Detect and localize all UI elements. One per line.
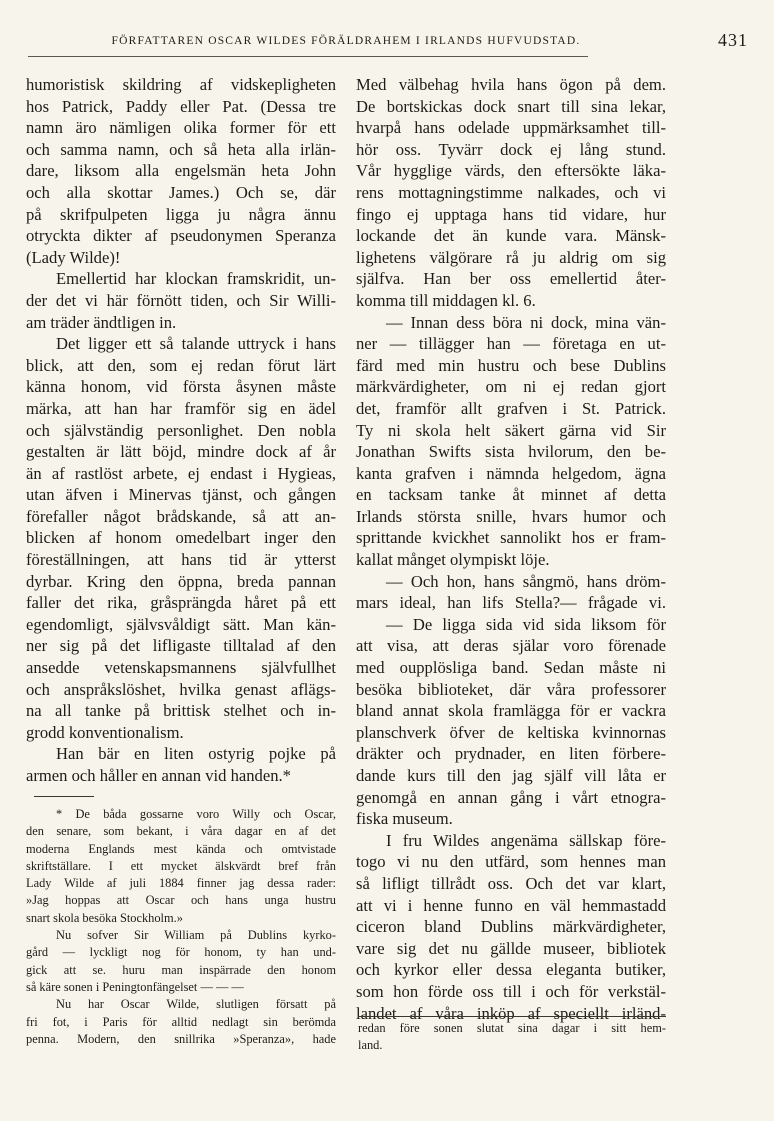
text-line: landet af våra inköp af speciellt irländ- [356,1003,666,1023]
text-line: och kyrkor eller dessa eleganta butiker, [356,960,666,980]
footnote-left [26,806,336,1048]
footnote-line: * De båda gossarne voro Willy och Oscar, [56,807,336,821]
text-line: — De ligga sida vid sida liksom för [386,614,666,634]
text-line: och självständig personlighet. Den nobla [26,420,336,440]
text-line: otryckta dikter af pseudonymen Speranza [26,226,336,246]
footnote-line: Nu sofver Sir William på Dublins kyrko- [56,928,336,943]
text-line: och anspråkslöshet, hvilka genast aflägs- [26,679,336,699]
footnote-rule-right [358,1016,666,1017]
footnote-line: redan före sonen slutat sina dagar i sitt hem- [358,1021,666,1035]
text-line: sprittande kvickhet sannolikt hos er fram- [356,528,666,548]
text-line: blicken af honom omedelbart inger den [26,528,336,548]
text-line: fiska museum. [356,809,453,829]
text-line: själfva. Han ber oss emellertid åter- [356,269,666,289]
footnote-right [358,1020,666,1055]
text-line: färd med min hustru och bese Dublins [356,355,666,375]
left-column [26,74,336,787]
footnote-line: penna. Modern, den snillrika »Speranza», hade [26,1031,336,1046]
text-line: det, framför allt grafven i St. Patrick. [356,398,666,418]
text-line: ciceron bland Dublins märkvärdigheter, [356,917,666,937]
text-line: en tacksam tanke åt minnet af detta [356,485,666,505]
text-line: blick, att den, som ej redan förut lärt [26,355,336,375]
footnote-line: gick att se. huru man inspärrade den honom [26,962,336,977]
text-line: besöka biblioteket, där våra professorer [356,679,666,699]
text-line: I fru Wildes angenäma sällskap före- [386,830,666,850]
running-head [26,30,748,52]
text-line: att vi i henne funno en väl hemmastadd [356,895,666,915]
text-line: kanta grafven i nämnda helgedom, ägna [356,463,666,483]
text-line: — Innan dess böra ni dock, mina vän- [386,312,666,332]
text-line: dräkter och prydnader, en liten förbere- [356,744,666,764]
text-line: ansedde vetenskapsmannens självfullhet [26,658,336,678]
text-line: genomgå en annan gång i vårt etnogra- [356,787,666,807]
text-line: Ty ni skola helt säkert gärna vid Sir [356,420,666,440]
text-line: bland annat skola framlägga för er vackra [356,701,666,721]
text-line: dyrbar. Kring den öppna, breda pannan [26,571,336,591]
text-line: med oupplösliga band. Sedan måste ni [356,658,666,678]
text-line: känna honom, vid första åsynen måste [26,377,336,397]
footnote-line: »Jag hoppas att Oscar och hans unga hustru [26,893,336,908]
text-line: armen och håller en annan vid handen.* [26,766,291,785]
page-number: 431 [718,30,748,50]
text-line: vare sig det nu gällde museer, bibliotek [356,938,666,958]
text-line: hvarpå hans odelade uppmärksamhet till- [356,118,666,138]
footnote-line: så käre sonen i Peningtonfängelset — — — [26,979,244,994]
text-line: Han bär en liten ostyrig pojke på [56,744,336,764]
text-line: (Lady Wilde)! [26,247,121,267]
text-line: Det ligger ett så talande uttryck i hans [56,334,336,354]
text-line: grodd konventionalism. [26,722,184,742]
text-line: föreställningen, att hans tid är ytterst [26,550,336,570]
text-line: märka, att han har framför sig en ädel [26,398,336,418]
text-line: der det vi här förnött tiden, och Sir Willi- [26,290,336,310]
text-line: namn äro nämligen olika former för ett [26,118,336,138]
text-line: gestalten är lätt böjd, mindre dock af år [26,442,336,462]
text-line: rens mottagningstimme nalkades, och vi [356,182,666,202]
text-line: — Och hon, hans sångmö, hans dröm- [386,571,666,591]
text-line: Emellertid har klockan framskridit, un- [56,269,336,289]
text-line: am träder ändtligen in. [26,312,177,332]
text-line: märkvärdigheter, om ni ej redan gjort [356,377,666,397]
footnote-line: Lady Wilde af juli 1884 finner jag dessa rader: [26,876,336,891]
footnote-rule-left [34,796,94,797]
footnote-line: gård — lyckligt nog för honom, ty han und- [26,945,336,960]
text-line: lockande det än kunde vara. Mänsk- [356,226,666,246]
header-rule [28,56,588,57]
text-line: att visa, att deras själar voro förenade [356,636,666,656]
footnote-line: skriftställare. I ett mycket älskvärdt bref från [26,858,336,873]
text-line: De bortskickas dock snart till sina lekar, [356,96,666,116]
text-line: fingo ej upptaga hans tid vidare, hur [356,204,666,224]
text-line: utan äfven i Minervas tjänst, och gången [26,485,336,505]
text-line: och samma namn, och så heta alla irlän- [26,139,336,159]
text-line: hör oss. Tyvärr dock ej lång stund. [356,139,666,159]
text-line: komma till middagen kl. 6. [356,290,536,310]
running-title: FÖRFATTAREN OSCAR WILDES FÖRÄLDRAHEM I IRLANDS HUFVUDSTAD. [111,35,581,47]
footnote-line: snart skola besöka Stockholm.» [26,910,183,925]
text-line: ner sig på det lifligaste tilltalad af den [26,636,336,656]
text-line: Jonathan Swifts sista hvilorum, den be- [356,442,666,462]
text-line: hos Patrick, Paddy eller Pat. (Dessa tre [26,96,336,116]
footnote-line: fri fot, i Paris för alltid nedlagt sin berömda [26,1014,336,1029]
text-line: så lifligt tillrådt oss. Och det var klart, [356,873,666,893]
footnote-line: land. [358,1038,383,1053]
text-line: förefaller något brådskande, så att an- [26,506,336,526]
text-line: dare, liksom alla engelsmän heta John [26,161,336,181]
text-line: kallat månget olympiskt löje. [356,550,550,570]
text-line: egendomligt, självsvåldigt sätt. Man kän- [26,614,336,634]
text-line: och alla skottar James.) Och se, där [26,182,336,202]
footnote-line: Nu har Oscar Wilde, slutligen försatt på [56,997,336,1012]
footnote-line: moderna Englands mest kända och omtvistade [26,841,336,856]
text-line: Med välbehag hvila hans ögon på dem. [356,75,666,94]
text-line: Vår hygglige värds, den eftersökte läka- [356,161,666,181]
text-line: ner — tillägger han — företaga en ut- [356,334,666,354]
text-line: dande kurs till den jag själf vill låta er [356,766,666,785]
text-line: lighetens välgörare rå ju aldrig om sig [356,247,666,267]
text-line: mars ideal, han lifs Stella?— frågade vi. [356,593,666,613]
right-column [356,74,666,1024]
text-line: na all tanke på brittisk stelhet och in- [26,701,336,721]
text-line: planschverk öfver de keltiska kvinnornas [356,722,666,742]
text-line: humoristisk skildring af vidskepligheten [26,75,336,94]
text-line: Irlands största snille, hvars humor och [356,506,666,526]
text-line: togo vi nu den utfärd, som hennes man [356,852,666,872]
text-line: som hon förde oss till i och för verkstäl- [356,981,666,1001]
text-line: faller det rika, gråsprängda håret på ett [26,593,336,613]
footnote-line: den senare, som bekant, i våra dagar en af det [26,824,336,839]
text-line: på skrifpulpeten ligga ju några ännu [26,204,336,224]
text-line: än af rastlöst arbete, ej endast i Hygieas, [26,463,336,483]
